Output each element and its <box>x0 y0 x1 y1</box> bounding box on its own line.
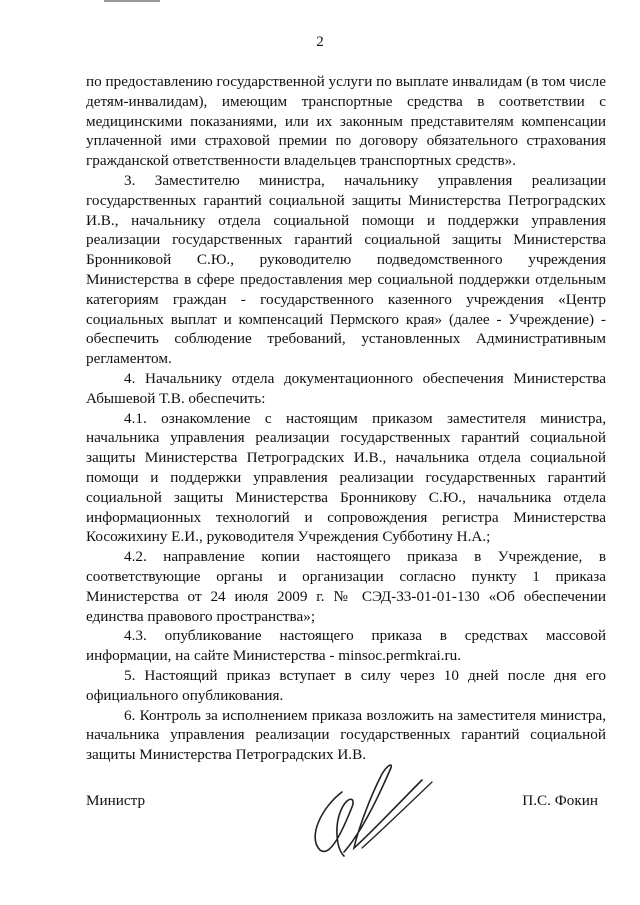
signatory-name: П.С. Фокин <box>522 792 598 809</box>
paragraph-3: 3. Заместителю министра, начальнику управления реализации государственных гарантий социальной защиты Министерства Петроградских И.В., начальнику отдела социальной помощи и поддержки управления реализации государственных гарантий социальной защиты Министерства Бронниковой С.Ю., руководителю подведомственного учреждения Министерства в сфере предоставления мер социальной поддержки отдельным категориям граждан - государственного казенного учреждения «Центр социальных выплат и компенсаций Пермского края» (далее - Учреждение) - обеспечить соблюдение требований, установленных Административным регламентом. <box>86 171 606 368</box>
document-body <box>86 72 606 765</box>
paragraph-4-1: 4.1. ознакомление с настоящим приказом заместителя министра, начальника управления реализации государственных гарантий социальной защиты Министерства Петроградских И.В., начальника отдела социальной помощи и поддержки управления реализации государственных гарантий социальной защиты Министерства Бронникову С.Ю., начальника отдела информационных технологий и сопровождения регистра Министерства Косожихину Е.И., руководителя Учреждения Субботину Н.А.; <box>86 409 606 546</box>
page-number: 2 <box>316 34 324 50</box>
paragraph-5: 5. Настоящий приказ вступает в силу через 10 дней после дня его официального опубликования. <box>86 666 606 704</box>
paragraph-continuation: по предоставлению государственной услуги по выплате инвалидам (в том числе детям-инвалидам), имеющим транспортные средства в соответствии с медицинскими показаниями, или их законным представителям компенсации уплаченной ими страховой премии по договору обязательного страхования гражданской ответственности владельцев транспортных средств». <box>86 73 606 170</box>
paragraph-4-3: 4.3. опубликование настоящего приказа в средствах массовой информации, на сайте Министерства - minsoc.permkrai.ru. <box>86 627 606 665</box>
signature-row <box>86 792 598 814</box>
paragraph-6: 6. Контроль за исполнением приказа возложить на заместителя министра, начальника управления реализации государственных гарантий социальной защиты Министерства Петроградских И.В. <box>86 706 606 764</box>
top-edge-mark <box>104 0 160 2</box>
signatory-title: Министр <box>86 792 146 809</box>
paragraph-4: 4. Начальнику отдела документационного обеспечения Министерства Абышевой Т.В. обеспечить: <box>86 369 606 407</box>
paragraph-4-2: 4.2. направление копии настоящего приказа в Учреждение, в соответствующие органы и организации согласно пункту 1 приказа Министерства от 24 июля 2009 г. № СЭД-33-01-01-130 «Об обеспечении единства правового пространства»; <box>86 548 606 625</box>
